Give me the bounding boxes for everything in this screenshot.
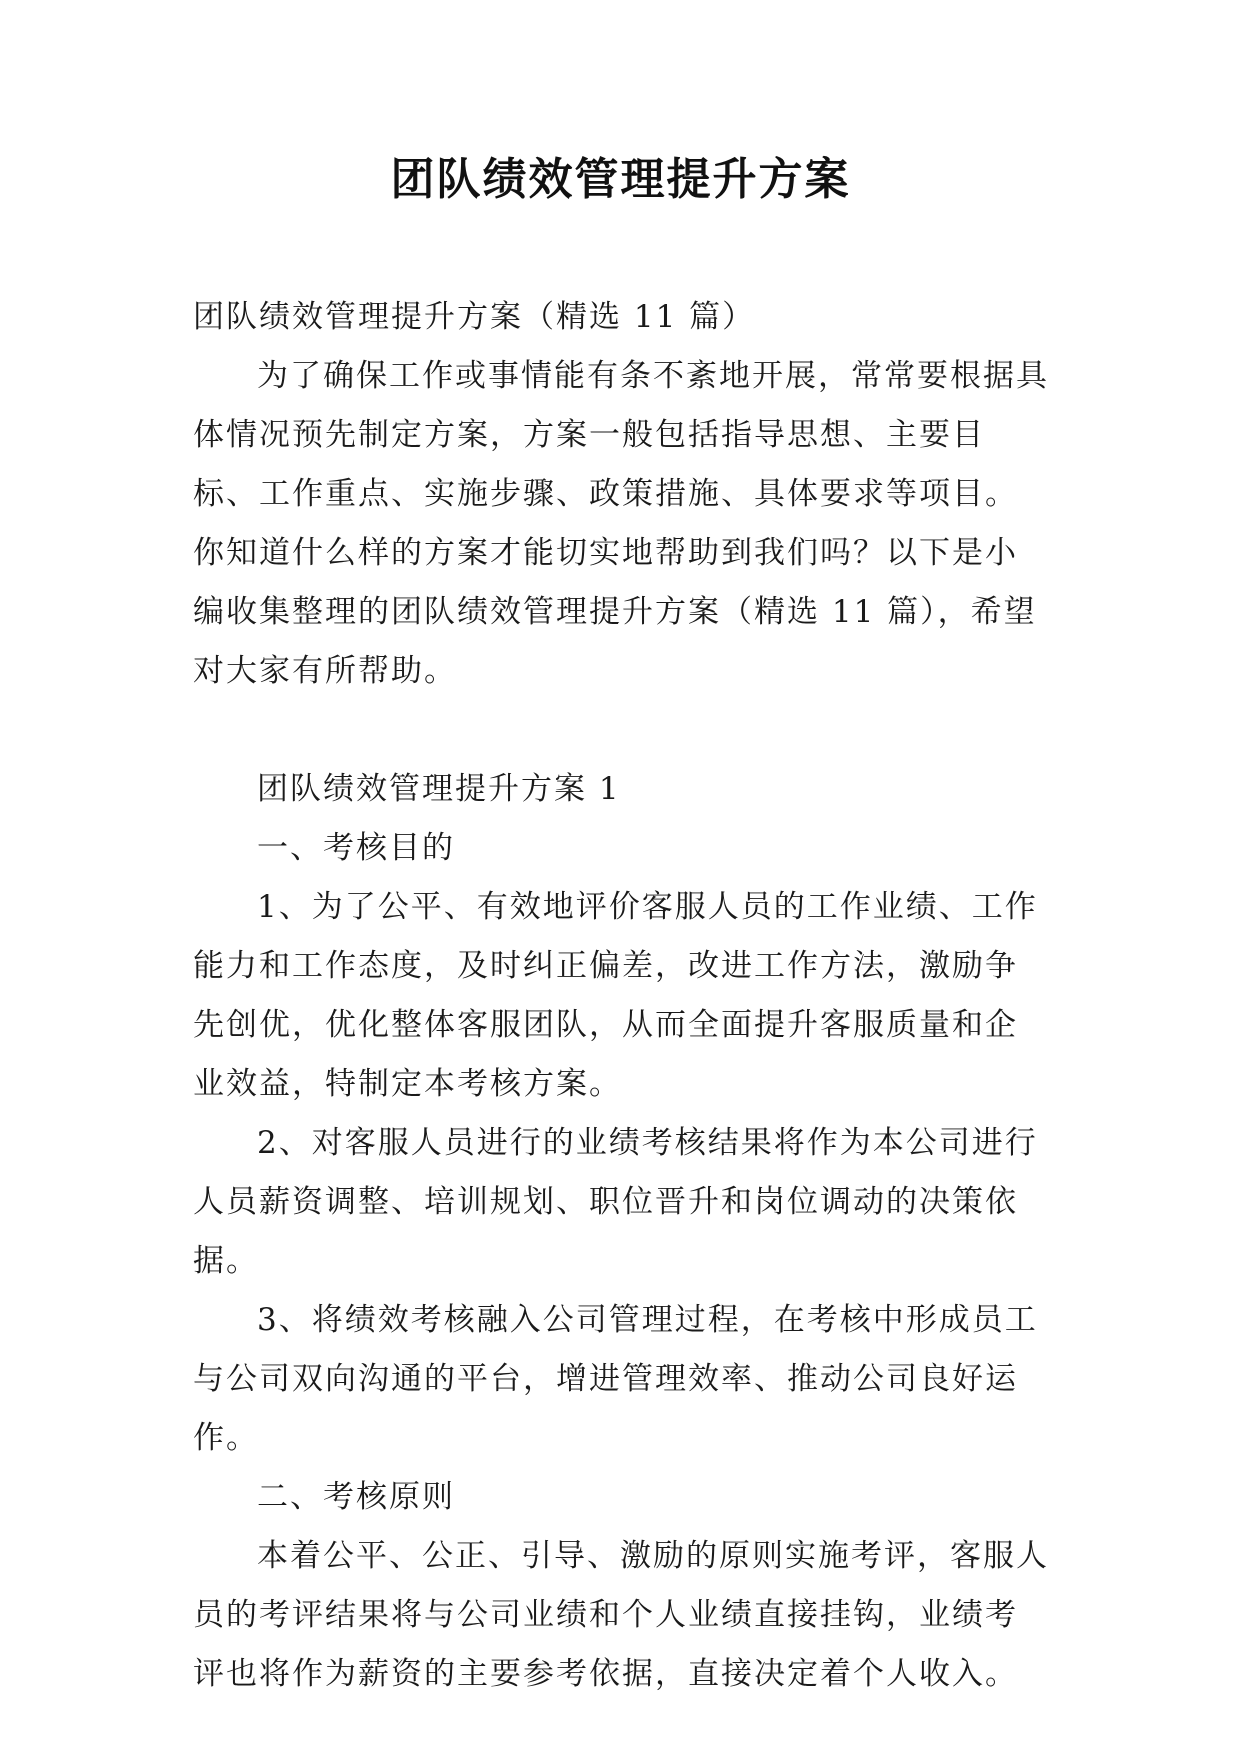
- document-body: [193, 288, 1049, 1704]
- purpose-item-3: 3、将绩效考核融入公司管理过程，在考核中形成员工与公司双向沟通的平台，增进管理效率、推动公司良好运作。: [193, 1302, 1038, 1456]
- intro-paragraph: 为了确保工作或事情能有条不紊地开展，常常要根据具体情况预先制定方案，方案一般包括指导思想、主要目标、工作重点、实施步骤、政策措施、具体要求等项目。你知道什么样的方案才能切实地帮助到我们吗？以下是小编收集整理的团队绩效管理提升方案（精选 11 篇），希望对大家有所帮助。: [193, 358, 1049, 689]
- document-subtitle: 团队绩效管理提升方案（精选 11 篇）: [193, 299, 756, 335]
- heading-assessment-purpose: 一、考核目的: [257, 830, 455, 866]
- purpose-item-1: 1、为了公平、有效地评价客服人员的工作业绩、工作能力和工作态度，及时纠正偏差，改进工作方法，激励争先创优，优化整体客服团队，从而全面提升客服质量和企业效益，特制定本考核方案。: [193, 889, 1038, 1102]
- paragraph-spacer: [193, 701, 1049, 760]
- principles-paragraph: 本着公平、公正、引导、激励的原则实施考评，客服人员的考评结果将与公司业绩和个人业绩直接挂钩，业绩考评也将作为薪资的主要参考依据，直接决定着个人收入。: [193, 1538, 1049, 1692]
- heading-assessment-principles: 二、考核原则: [257, 1479, 455, 1515]
- section-title: 团队绩效管理提升方案 1: [257, 771, 621, 807]
- document-title: 团队绩效管理提升方案: [390, 154, 851, 205]
- purpose-item-2: 2、对客服人员进行的业绩考核结果将作为本公司进行人员薪资调整、培训规划、职位晋升和岗位调动的决策依据。: [193, 1125, 1038, 1279]
